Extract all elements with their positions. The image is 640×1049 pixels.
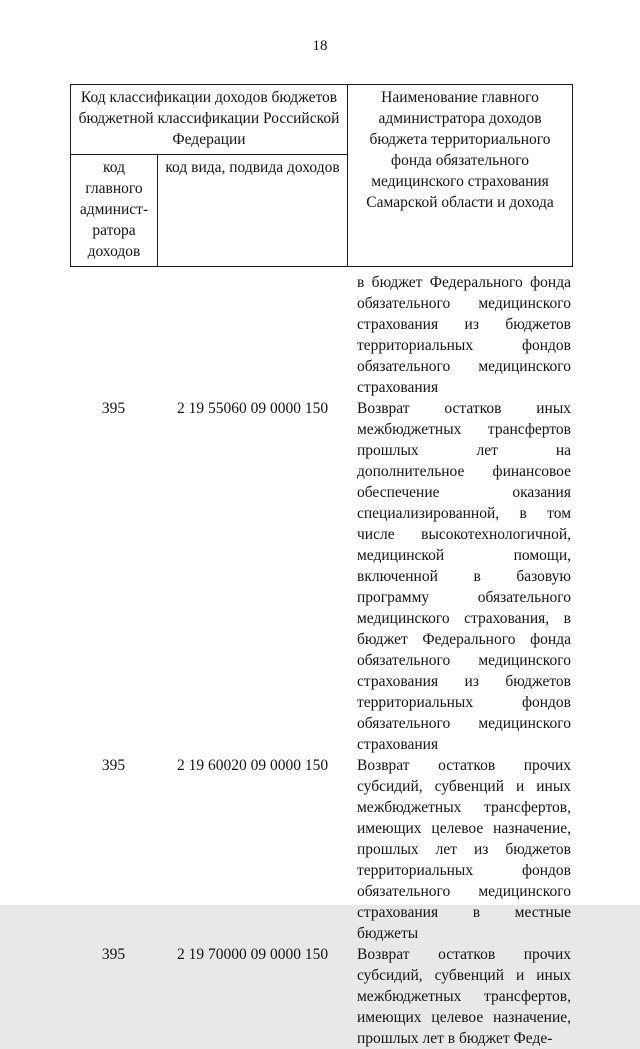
cell-name: в бюджет Федерального фонда обязательного медицинского страхования из бюджетов территориальных фондов обязательного медицинского страхования [357,274,571,396]
page-number: 18 [312,38,328,54]
table-body [70,272,573,1049]
cell-name: Возврат остатков прочих субсидий, субвенций и иных межбюджетных трансфертов, имеющих целевое назначение, прошлых лет из бюджетов территориальных фондов обязательного медицинского страхования в местные бюджеты [357,757,571,942]
header-col-kind-code: код вида, подвида доходов [165,159,340,176]
table-row [70,755,573,944]
cell-name: Возврат остатков прочих субсидий, субвенций и иных межбюджетных трансфертов, имеющих целевое назначение, прошлых лет в бюджет Феде- [357,946,571,1047]
table-row [70,944,573,1049]
cell-admin-code: 395 [101,400,126,417]
cell-kind-code: 2 19 60020 09 0000 150 [176,757,329,774]
table-row [70,398,573,755]
cell-kind-code: 2 19 55060 09 0000 150 [176,400,329,417]
header-col-admin-code: код главного администратора доходов [71,155,158,266]
header-subcolumns [71,155,347,266]
table-row [70,272,573,398]
header-col-name: Наименование главного администратора доходов бюджета территориального фонда обязательного медицинского страхования Самарской области и дохода [366,89,554,211]
budget-codes-table [70,84,573,1049]
cell-admin-code: 395 [101,946,126,963]
cell-admin-code: 395 [101,757,126,774]
table-header [70,84,573,267]
cell-name: Возврат остатков иных межбюджетных трансфертов прошлых лет на дополнительное финансовое обеспечение оказания специализированной, в том числе высокотехнологичной, медицинской помощи, включенной в базовую программу обязательного медицинского страхования, в бюджет Федерального фонда обязательного медицинского страхования из бюджетов территориальных фондов обязательного медицинского страхования [357,400,571,753]
cell-kind-code: 2 19 70000 09 0000 150 [176,946,329,963]
header-classification-title: Код классификации доходов бюджетов бюджетной классификации Российской Федерации [71,85,347,155]
header-left-group [71,85,348,266]
